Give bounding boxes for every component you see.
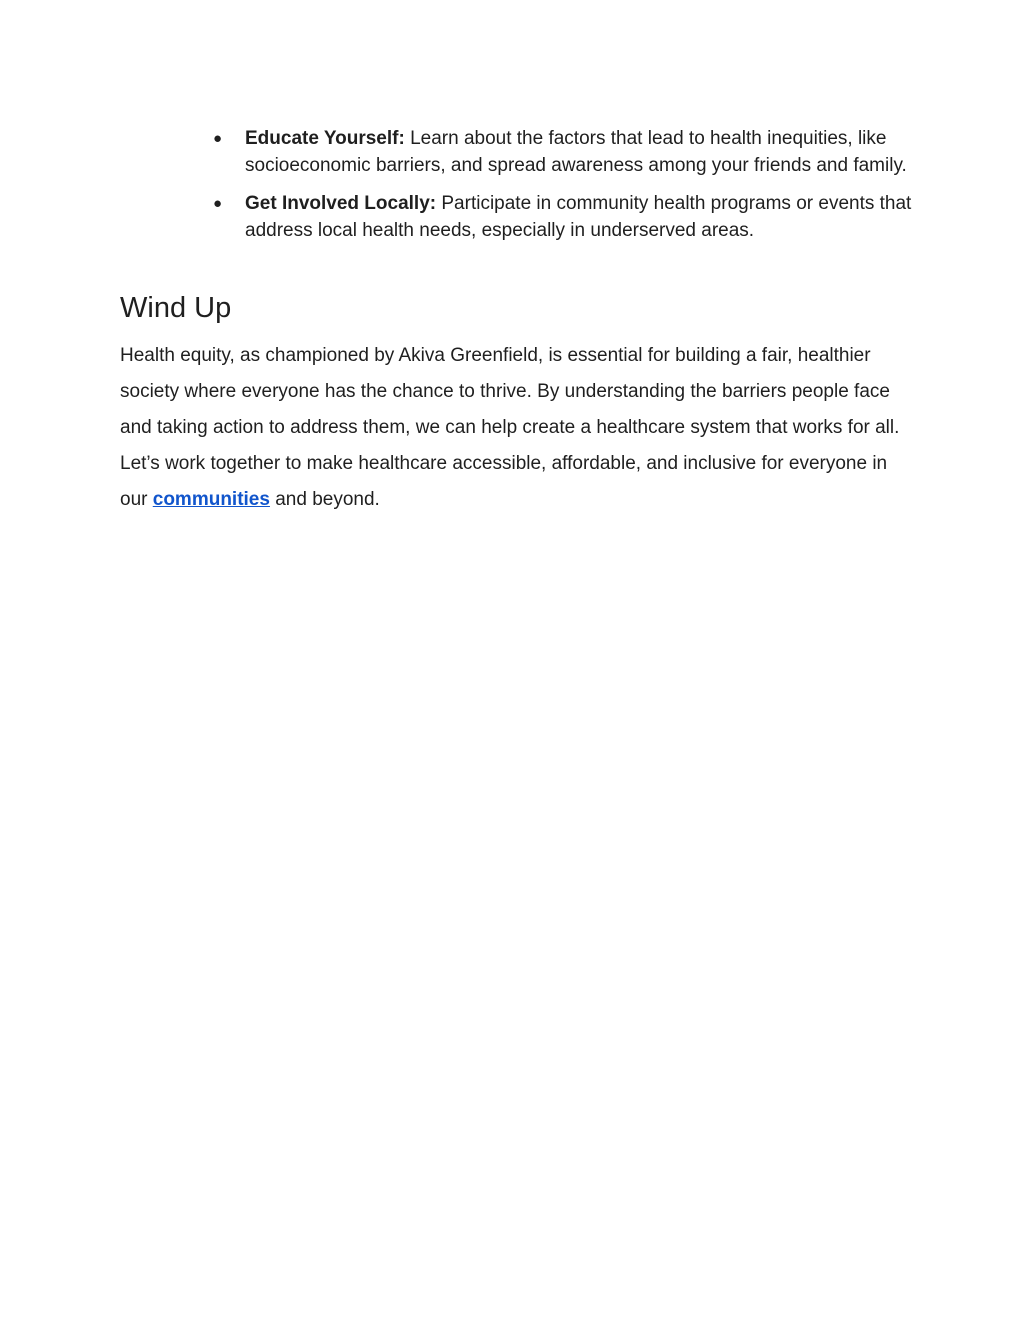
paragraph-text-end: and beyond. [269, 489, 380, 510]
bullet-lead-text: Get Involved Locally: [245, 193, 437, 214]
bullet-body-text: Learn about the factors that lead to health inequities, like socioeconomic barriers, and spread awareness among your friends and family. [245, 128, 907, 176]
paragraph-text: Health equity, as championed by Akiva Greenfield, is essential for building a fair, healthier society where everyone has the chance to thrive. By understanding the barriers people face and taking action to address them, we can help create a healthcare system that works for all. Let’s work together to make healthcare accessible, affordable, and inclusive for everyone in our [120, 345, 900, 510]
communities-link[interactable]: communities [152, 489, 270, 510]
section-heading: Wind Up [120, 292, 232, 324]
bullet-icon: ● [213, 195, 223, 212]
list-item [213, 191, 913, 244]
bullet-list [213, 126, 913, 256]
bullet-icon: ● [213, 130, 223, 147]
body-paragraph [120, 338, 910, 518]
bullet-body-text: Participate in community health programs or events that address local health needs, especially in underserved areas. [245, 193, 912, 241]
list-item [213, 126, 913, 179]
bullet-lead-text: Educate Yourself: [245, 128, 405, 149]
